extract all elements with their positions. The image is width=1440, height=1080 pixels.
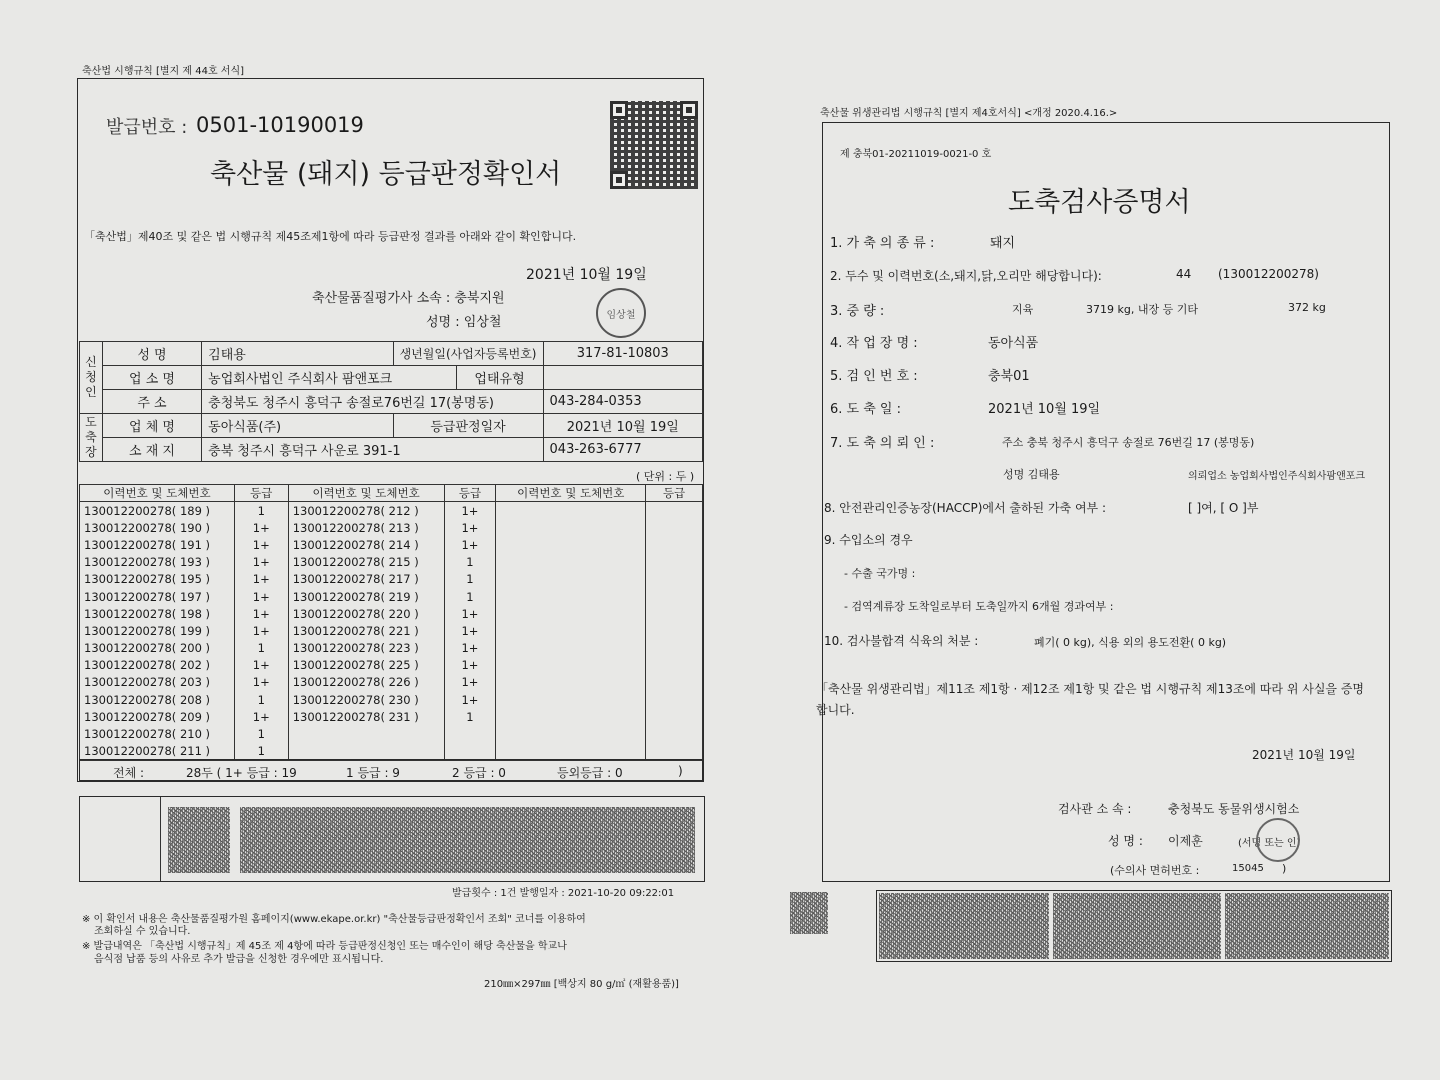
trace-number-cell (496, 691, 646, 708)
grade-cell (646, 622, 703, 639)
grade-cell (646, 657, 703, 674)
grade-cell: 1 (234, 502, 288, 520)
slaughter-location: 충북 청주시 흥덕구 사운로 391-1 (202, 438, 543, 462)
grade-cell: 1+ (234, 554, 288, 571)
item-5-value: 충북01 (988, 369, 1030, 384)
trace-number-cell (496, 640, 646, 657)
grade-cell (444, 725, 496, 742)
barcode-small (790, 892, 828, 934)
item-2-value: 44 (1176, 267, 1192, 281)
grade-header-5: 등급 (646, 485, 703, 502)
table-row (80, 519, 703, 536)
evaluator-affiliation: 축산물품질평가사 소속 : 충북지원 (312, 291, 505, 306)
grade-cell: 1 (234, 691, 288, 708)
table-row (80, 691, 703, 708)
grade-cell: 1+ (444, 657, 496, 674)
trace-number-cell: 130012200278( 193 ) (80, 554, 235, 571)
barcode-2d-3 (1225, 893, 1389, 959)
item-3-carcass: 3719 kg, 내장 등 기타 (1086, 303, 1198, 316)
requester-company: 의뢰업소 농업회사법인주식회사팜앤포크 (1188, 471, 1366, 482)
issue-date: 2021년 10월 19일 (526, 267, 647, 283)
grade-cell (646, 519, 703, 536)
inspector-affil: 충청북도 동물위생시험소 (1168, 802, 1300, 816)
trace-number-cell: 130012200278( 195 ) (80, 571, 235, 588)
trace-number-cell: 130012200278( 223 ) (288, 640, 444, 657)
grade-cell: 1+ (444, 691, 496, 708)
issue-date: 2021년 10월 19일 (1252, 748, 1356, 762)
item-9-label: 9. 수입소의 경우 (824, 533, 913, 547)
applicant-phone: 043-284-0353 (543, 390, 702, 414)
page-title: 도축검사증명서 (1008, 187, 1191, 218)
table-row (80, 502, 703, 520)
grade-cell (646, 725, 703, 742)
statement-line-1: 「축산물 위생관리법」제11조 제1항 · 제12조 제1항 및 같은 법 시행규칙 제13조에 따라 위 사실을 증명 (816, 682, 1365, 696)
trace-number-cell: 130012200278( 221 ) (288, 622, 444, 639)
trace-number-cell: 130012200278( 211 ) (80, 743, 235, 761)
table-row (80, 708, 703, 725)
item-9a-label: - 수출 국가명 : (844, 567, 916, 580)
unit-label: ( 단위 : 두 ) (636, 470, 695, 483)
license-close: ) (1282, 862, 1287, 875)
trace-number-cell: 130012200278( 199 ) (80, 622, 235, 639)
statement-line-2: 합니다. (816, 703, 855, 717)
item-7-value: 주소 충북 청주시 흥덕구 송절로 76번길 17 (봉명동) (1002, 436, 1255, 449)
issue-info: 발급횟수 : 1건 발행일자 : 2021-10-20 09:22:01 (452, 888, 675, 899)
trace-number-cell: 130012200278( 225 ) (288, 657, 444, 674)
item-6-value: 2021년 10월 19일 (988, 402, 1101, 417)
item-3-other: 372 kg (1288, 301, 1326, 314)
grade-cell: 1+ (444, 640, 496, 657)
slaughter-company-label: 업 체 명 (102, 414, 201, 438)
grade-cell: 1+ (234, 674, 288, 691)
applicant-section-label: 신청인 (80, 342, 103, 414)
barcode-blank-cell (80, 797, 161, 881)
table-row (80, 605, 703, 622)
trace-number-cell (496, 588, 646, 605)
grade-cell (646, 743, 703, 761)
applicant-company: 농업회사법인 주식회사 팜앤포크 (202, 366, 456, 390)
applicant-company-label: 업 소 명 (102, 366, 201, 390)
grade-cell: 1 (234, 725, 288, 742)
slaughter-location-label: 소 재 지 (102, 438, 201, 462)
trace-number-cell (496, 536, 646, 553)
table-row (80, 725, 703, 742)
inspector-sign-label: (서명 또는 인) (1238, 838, 1301, 849)
grade-cell: 1+ (234, 588, 288, 605)
grade-cell: 1+ (444, 536, 496, 553)
barcode-strip (79, 796, 705, 882)
total-grade2: 2 등급 : 0 (452, 766, 506, 780)
grade-cell: 1+ (234, 708, 288, 725)
barcode-2d-2 (1053, 893, 1221, 959)
table-row (80, 743, 703, 761)
page-title: 축산물 (돼지) 등급판정확인서 (210, 159, 562, 190)
trace-number-cell: 130012200278( 191 ) (80, 536, 235, 553)
trace-number-cell: 130012200278( 208 ) (80, 691, 235, 708)
item-4-label: 4. 작 업 장 명 : (830, 336, 918, 351)
table-row (80, 571, 703, 588)
trace-number-cell: 130012200278( 190 ) (80, 519, 235, 536)
item-1-value: 돼지 (990, 236, 1016, 251)
table-row (80, 588, 703, 605)
trace-number-cell (496, 554, 646, 571)
grade-cell: 1+ (234, 622, 288, 639)
total-out-grade: 등외등급 : 0 (557, 766, 623, 780)
item-8-label: 8. 안전관리인증농장(HACCP)에서 출하된 가축 여부 : (824, 501, 1107, 515)
table-row (80, 657, 703, 674)
applicant-address-label: 주 소 (102, 390, 201, 414)
item-2-trace: (130012200278) (1218, 267, 1319, 281)
slaughter-section-label: 도축장 (80, 414, 103, 462)
issue-number-label: 발급번호 : (106, 117, 188, 138)
table-row (80, 554, 703, 571)
applicant-table (79, 341, 703, 462)
trace-number-cell: 130012200278( 219 ) (288, 588, 444, 605)
qr-code (610, 101, 698, 189)
trace-number-cell: 130012200278( 217 ) (288, 571, 444, 588)
grade-cell: 1+ (444, 502, 496, 520)
item-1-label: 1. 가 축 의 종 류 : (830, 236, 935, 251)
trace-number-cell (496, 674, 646, 691)
trace-number-cell (496, 743, 646, 761)
grade-header-4: 이력번호 및 도체번호 (496, 485, 646, 502)
table-row (80, 674, 703, 691)
applicant-name: 김태용 (202, 342, 393, 366)
item-4-value: 동아식품 (988, 336, 1039, 351)
grade-table (79, 484, 703, 761)
evaluator-seal: 임상철 (596, 288, 646, 338)
item-7-label: 7. 도 축 의 뢰 인 : (830, 436, 935, 451)
item-6-label: 6. 도 축 일 : (830, 402, 901, 417)
inspector-name-label: 성 명 : (1108, 834, 1143, 848)
slaughter-inspection-certificate (720, 0, 1440, 1080)
grade-cell (646, 674, 703, 691)
trace-number-cell (496, 605, 646, 622)
applicant-address: 충청북도 청주시 흥덕구 송절로76번길 17(봉명동) (202, 390, 543, 414)
trace-number-cell (496, 725, 646, 742)
slaughter-company: 동아식품(주) (202, 414, 393, 438)
grade-cell: 1+ (234, 536, 288, 553)
requester-name: 성명 김태용 (1003, 468, 1060, 481)
applicant-name-label: 성 명 (102, 342, 201, 366)
table-row (80, 640, 703, 657)
trace-number-cell: 130012200278( 209 ) (80, 708, 235, 725)
trace-number-cell (496, 502, 646, 520)
grade-header-3: 등급 (444, 485, 496, 502)
barcode-2d-2 (240, 807, 695, 873)
applicant-biz-type (543, 366, 702, 390)
item-9b-label: - 검역계류장 도착일로부터 도축일까지 6개월 경과여부 : (844, 600, 1114, 613)
grade-header-2: 이력번호 및 도체번호 (288, 485, 444, 502)
applicant-birth: 317-81-10803 (543, 342, 702, 366)
grade-cell (646, 691, 703, 708)
grade-cell (646, 605, 703, 622)
paper-spec: 210㎜×297㎜ [백상지 80 g/㎡ (재활용품)] (484, 979, 679, 990)
grade-cell: 1+ (234, 571, 288, 588)
trace-number-cell: 130012200278( 203 ) (80, 674, 235, 691)
item-3-label: 3. 중 량 : (830, 304, 885, 319)
trace-number-cell: 130012200278( 213 ) (288, 519, 444, 536)
grade-cell (646, 554, 703, 571)
statement: 「축산법」제40조 및 같은 법 시행규칙 제45조제1항에 따라 등급판정 결과를 아래와 같이 확인합니다. (84, 230, 577, 243)
grade-cell: 1 (234, 743, 288, 761)
applicant-birth-label: 생년월일(사업자등록번호) (393, 342, 543, 366)
trace-number-cell (288, 743, 444, 761)
trace-number-cell: 130012200278( 230 ) (288, 691, 444, 708)
inspector-seal (1256, 818, 1300, 862)
barcode-strip (876, 890, 1392, 962)
total-grade1: 1 등급 : 9 (346, 766, 400, 780)
trace-number-cell: 130012200278( 226 ) (288, 674, 444, 691)
note-2: ※ 발급내역은 「축산법 시행규칙」제 45조 제 4항에 따라 등급판정신청인 또는 매수인이 해당 축산물을 학교나 (82, 941, 567, 952)
total-count: 28두 ( 1+ 등급 : 19 (186, 766, 297, 780)
document-number: 제 충북01-20211019-0021-0 호 (840, 149, 992, 160)
grade-header-0: 이력번호 및 도체번호 (80, 485, 235, 502)
slaughter-phone: 043-263-6777 (543, 438, 702, 462)
slaughter-date: 2021년 10월 19일 (543, 414, 702, 438)
grade-cell: 1 (444, 588, 496, 605)
form-reference: 축산법 시행규칙 [별지 제 44호 서식] (82, 66, 245, 77)
slaughter-date-label: 등급판정일자 (393, 414, 543, 438)
trace-number-cell (496, 571, 646, 588)
trace-number-cell: 130012200278( 212 ) (288, 502, 444, 520)
grade-cell (646, 708, 703, 725)
grade-cell (646, 640, 703, 657)
trace-number-cell (496, 519, 646, 536)
grade-cell: 1+ (234, 519, 288, 536)
grade-cell (646, 588, 703, 605)
trace-number-cell: 130012200278( 197 ) (80, 588, 235, 605)
grade-cell (646, 502, 703, 520)
note-1b: 조회하실 수 있습니다. (94, 926, 191, 937)
grade-cell: 1 (444, 571, 496, 588)
grade-cell: 1+ (444, 674, 496, 691)
item-5-label: 5. 검 인 번 호 : (830, 369, 918, 384)
item-2-label: 2. 두수 및 이력번호(소,돼지,닭,오리만 해당합니다): (830, 269, 1102, 283)
license-number: 15045 (1232, 863, 1264, 874)
grade-cell (444, 743, 496, 761)
license-label: (수의사 면허번호 : (1110, 864, 1200, 877)
trace-number-cell: 130012200278( 202 ) (80, 657, 235, 674)
grade-cell: 1+ (444, 622, 496, 639)
trace-number-cell (496, 657, 646, 674)
inspector-affil-label: 검사관 소 속 : (1058, 802, 1132, 816)
barcode-2d-1 (168, 807, 230, 873)
item-10-label: 10. 검사불합격 식육의 처분 : (824, 634, 979, 648)
table-row (80, 622, 703, 639)
trace-number-cell (496, 708, 646, 725)
trace-number-cell (288, 725, 444, 742)
grade-cell: 1+ (234, 605, 288, 622)
table-row (80, 536, 703, 553)
trace-number-cell: 130012200278( 231 ) (288, 708, 444, 725)
grade-cell: 1 (444, 708, 496, 725)
trace-number-cell: 130012200278( 198 ) (80, 605, 235, 622)
grade-header-1: 등급 (234, 485, 288, 502)
note-1: ※ 이 확인서 내용은 축산물품질평가원 홈페이지(www.ekape.or.kr) "축산물등급판정확인서 조회" 코너를 이용하여 (82, 914, 586, 925)
evaluator-name: 성명 : 임상철 (426, 315, 502, 330)
note-2b: 음식점 납품 등의 사유로 추가 발급을 신청한 경우에만 표시됩니다. (94, 954, 384, 965)
issue-number: 0501-10190019 (196, 113, 364, 137)
form-reference: 축산물 위생관리법 시행규칙 [별지 제4호서식] <개정 2020.4.16.> (820, 108, 1118, 119)
trace-number-cell: 130012200278( 220 ) (288, 605, 444, 622)
total-close: ) (678, 764, 683, 778)
trace-number-cell (496, 622, 646, 639)
grade-table-header (80, 485, 703, 502)
total-label: 전체 : (113, 766, 145, 780)
item-3-value: 지육 (1012, 303, 1034, 316)
trace-number-cell: 130012200278( 215 ) (288, 554, 444, 571)
grade-cell: 1+ (234, 657, 288, 674)
grade-cell: 1 (444, 554, 496, 571)
grade-cell (646, 536, 703, 553)
barcode-2d-1 (879, 893, 1049, 959)
trace-number-cell: 130012200278( 189 ) (80, 502, 235, 520)
trace-number-cell: 130012200278( 214 ) (288, 536, 444, 553)
trace-number-cell: 130012200278( 200 ) (80, 640, 235, 657)
item-10-value: 폐기( 0 kg), 식용 외의 용도전환( 0 kg) (1034, 636, 1227, 649)
item-8-value: [ ]여, [ O ]부 (1188, 501, 1259, 515)
grade-cell: 1+ (444, 605, 496, 622)
inspector-name: 이제훈 (1168, 834, 1203, 848)
grade-cell: 1 (234, 640, 288, 657)
applicant-biz-type-label: 업태유형 (456, 366, 543, 390)
trace-number-cell: 130012200278( 210 ) (80, 725, 235, 742)
grade-cell (646, 571, 703, 588)
grade-cell: 1+ (444, 519, 496, 536)
